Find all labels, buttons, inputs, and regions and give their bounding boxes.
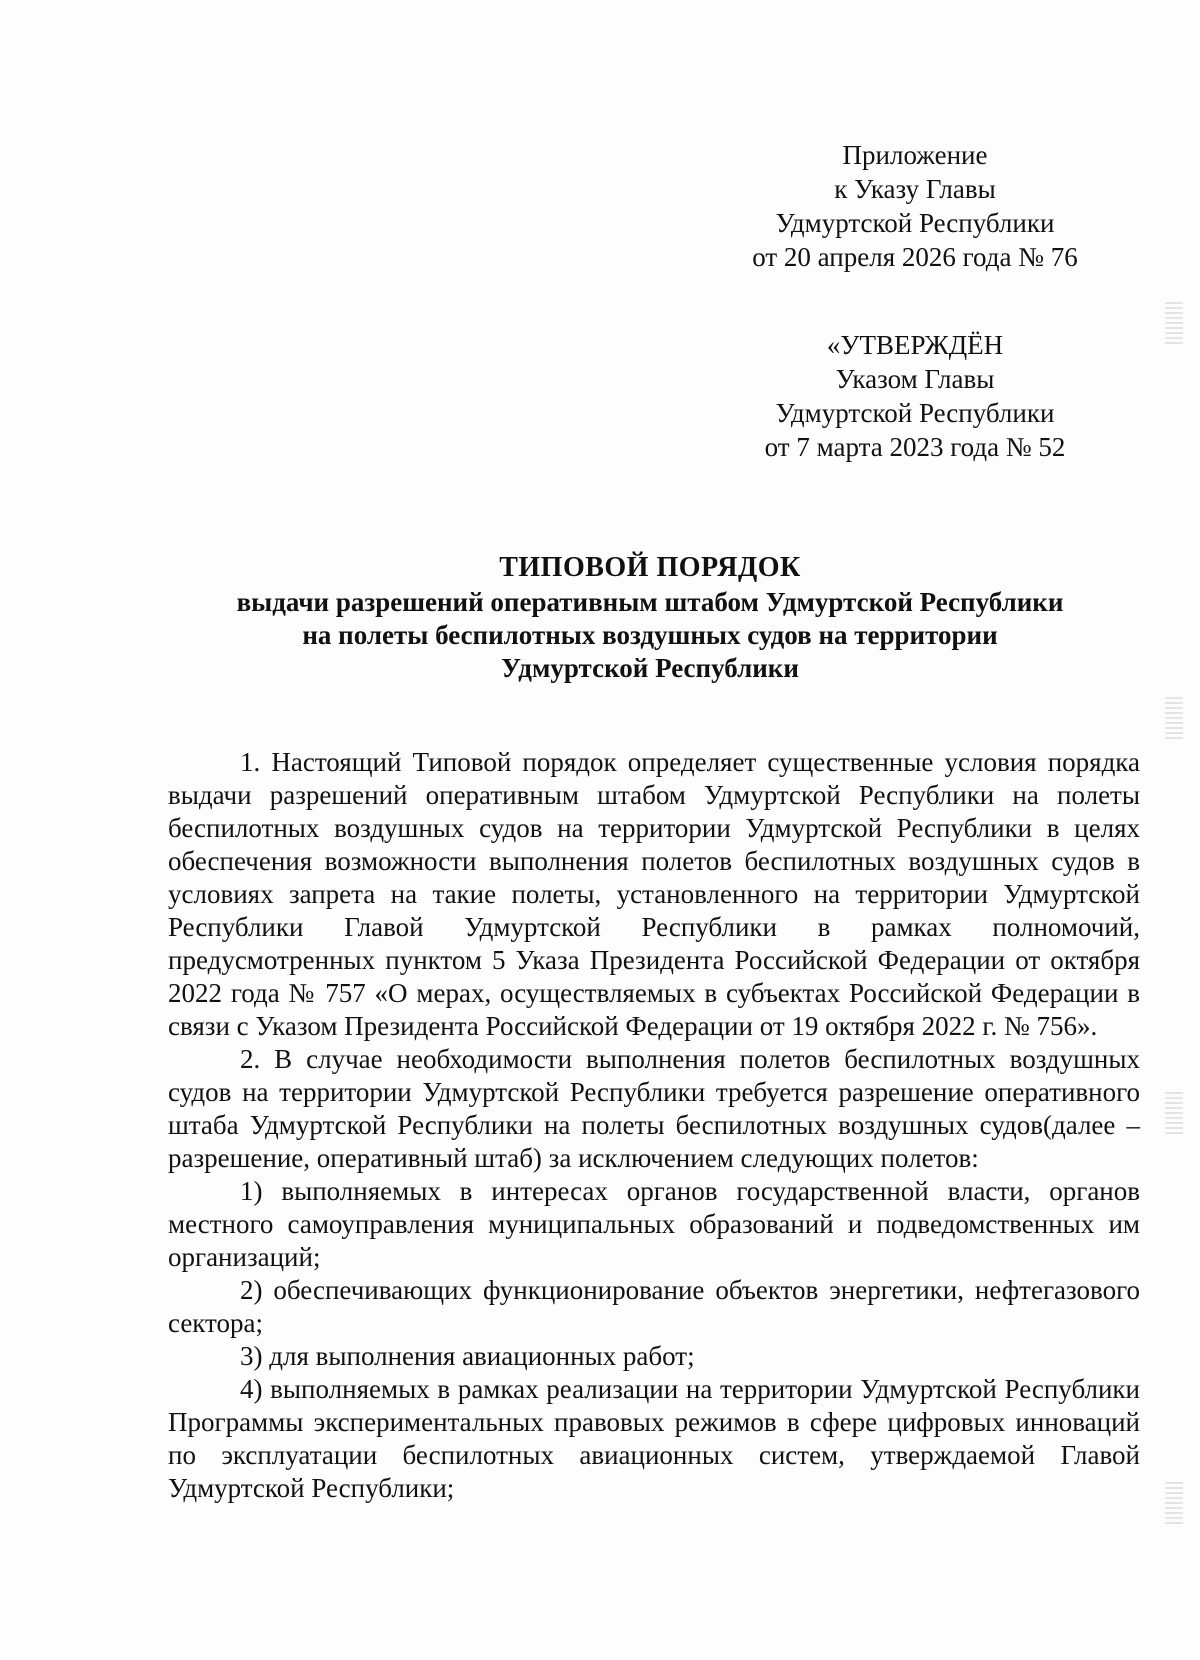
list-item: 4) выполняемых в рамках реализации на территории Удмуртской Республики Программы экспериментальных правовых режимов в сфере цифровых инноваций по эксплуатации беспилотных авиационных систем, утверждаемой Главой Удмуртской Республики; xyxy=(168,1374,1140,1503)
document-body xyxy=(168,746,1140,1505)
scan-artifact xyxy=(1165,1480,1183,1524)
scan-artifact xyxy=(1165,695,1183,739)
paragraph: 1. Настоящий Типовой порядок определяет существенные условия порядка выдачи разрешений оперативным штабом Удмуртской Республики на полеты беспилотных воздушных судов на территории Удмуртской Республики в целях обеспечения возможности выполнения полетов беспилотных воздушных судов в условиях запрета на такие полеты, установленного на территории Удмуртской Республики Главой Удмуртской Республики в рамках полномочий, предусмотренных пунктом 5 Указа Президента Российской Федерации от октября 2022 года № 757 «О мерах, осуществляемых в субъектах Российской Федерации в связи с Указом Президента Российской Федерации от 19 октября 2022 г. № 756». xyxy=(168,747,1140,1041)
paragraph: 2. В случае необходимости выполнения полетов беспилотных воздушных судов на территории Удмуртской Республики требуется разрешение оперативного штаба Удмуртской Республики на полеты беспилотных воздушных судов(далее – разрешение, оперативный штаб) за исключением следующих полетов: xyxy=(168,1044,1140,1173)
title-subtitle: выдачи разрешений оперативным штабом Удмуртской Республики xyxy=(236,587,1064,617)
appendix-line: Приложение xyxy=(842,140,988,170)
list-item: 2) обеспечивающих функционирование объектов энергетики, нефтегазового сектора; xyxy=(168,1275,1140,1338)
approval-line: от 7 марта 2023 года № 52 xyxy=(764,432,1066,462)
list-item: 1) выполняемых в интересах органов государственной власти, органов местного самоуправления муниципальных образований и подведомственных им организаций; xyxy=(168,1176,1140,1272)
title-main: ТИПОВОЙ ПОРЯДОК xyxy=(499,552,801,583)
approval-line: Указом Главы xyxy=(835,364,995,394)
appendix-block xyxy=(730,138,1100,274)
document-title xyxy=(165,550,1135,685)
title-subtitle: Удмуртской Республики xyxy=(501,653,799,683)
approval-line: Удмуртской Республики xyxy=(775,398,1055,428)
title-subtitle: на полеты беспилотных воздушных судов на территории xyxy=(302,620,998,650)
appendix-line: Удмуртской Республики xyxy=(775,208,1055,238)
scan-artifact xyxy=(1165,300,1183,344)
appendix-line: к Указу Главы xyxy=(834,174,996,204)
scan-artifact xyxy=(1165,1090,1183,1134)
list-item: 3) для выполнения авиационных работ; xyxy=(240,1341,695,1371)
approval-line: «УТВЕРЖДЁН xyxy=(826,330,1004,360)
approval-block xyxy=(730,328,1100,464)
appendix-line: от 20 апреля 2026 года № 76 xyxy=(752,242,1078,272)
